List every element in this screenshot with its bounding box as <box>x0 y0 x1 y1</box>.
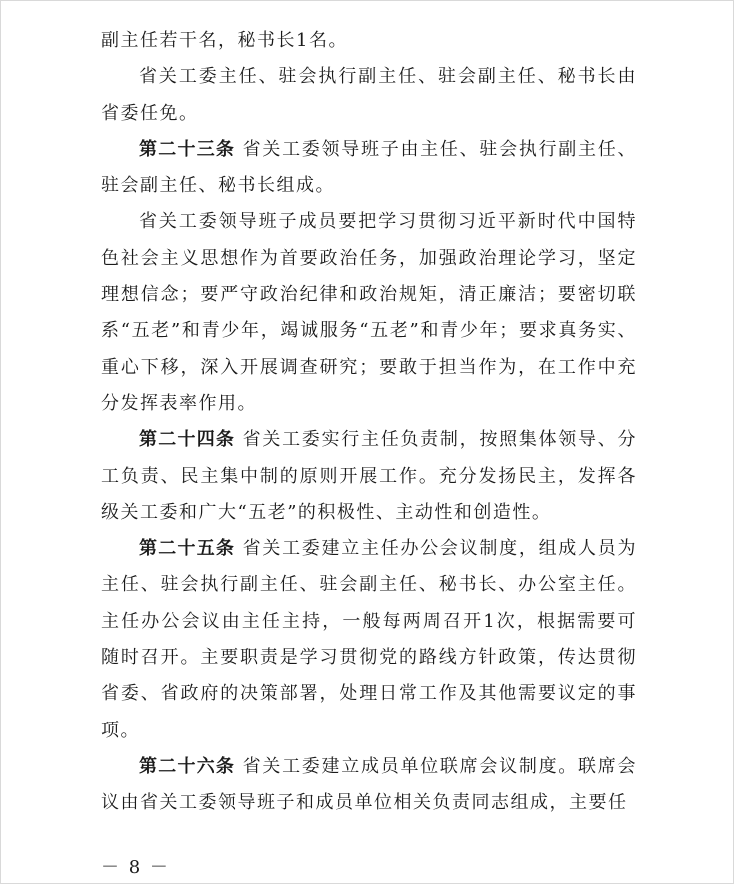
paragraph-1 <box>101 23 637 59</box>
paragraph-text: 副主任若干名，秘书长1名。 <box>101 30 348 51</box>
article-25 <box>101 531 637 749</box>
paragraph-4 <box>101 204 637 422</box>
article-heading: 第二十六条 <box>139 755 236 777</box>
article-heading: 第二十四条 <box>139 429 236 451</box>
paragraph-text: 省关工委实行主任负责制，按照集体领导、分工负责、民主集中制的原则开展工作。充分发扬民主，发挥各级关工委和广大“五老”的积极性、主动性和创造性。 <box>101 429 637 523</box>
article-heading: 第二十五条 <box>139 538 236 560</box>
document-body <box>101 23 637 822</box>
paragraph-text: 省关工委建立成员单位联席会议制度。联席会议由省关工委领导班子和成员单位相关负责同志组成，主要任 <box>101 755 637 814</box>
paragraph-text: 省关工委领导班子由主任、驻会执行副主任、驻会副主任、秘书长组成。 <box>101 138 637 197</box>
paragraph-2 <box>101 59 637 132</box>
article-23 <box>101 132 637 205</box>
paragraph-text: 省关工委建立主任办公会议制度，组成人员为主任、驻会执行副主任、驻会副主任、秘书长、办公室主任。主任办公会议由主任主持，一般每两周召开1次，根据需要可随时召开。主要职责是学习贯彻党的路线方针政策，传达贯彻省委、省政府的决策部署，处理日常工作及其他需要议定的事项。 <box>101 538 637 741</box>
paragraph-text: 省关工委领导班子成员要把学习贯彻习近平新时代中国特色社会主义思想作为首要政治任务，加强政治理论学习，坚定理想信念；要严守政治纪律和政治规矩，清正廉洁；要密切联系“五老”和青少年，竭诚服务“五老”和青少年；要求真务实、重心下移，深入开展调查研究；要敢于担当作为，在工作中充分发挥表率作用。 <box>101 211 637 414</box>
paragraph-text: 省关工委主任、驻会执行副主任、驻会副主任、秘书长由省委任免。 <box>101 66 637 124</box>
article-26 <box>101 749 637 822</box>
article-heading: 第二十三条 <box>139 138 236 160</box>
page-number: － 8 － <box>101 857 170 878</box>
article-24 <box>101 422 637 531</box>
